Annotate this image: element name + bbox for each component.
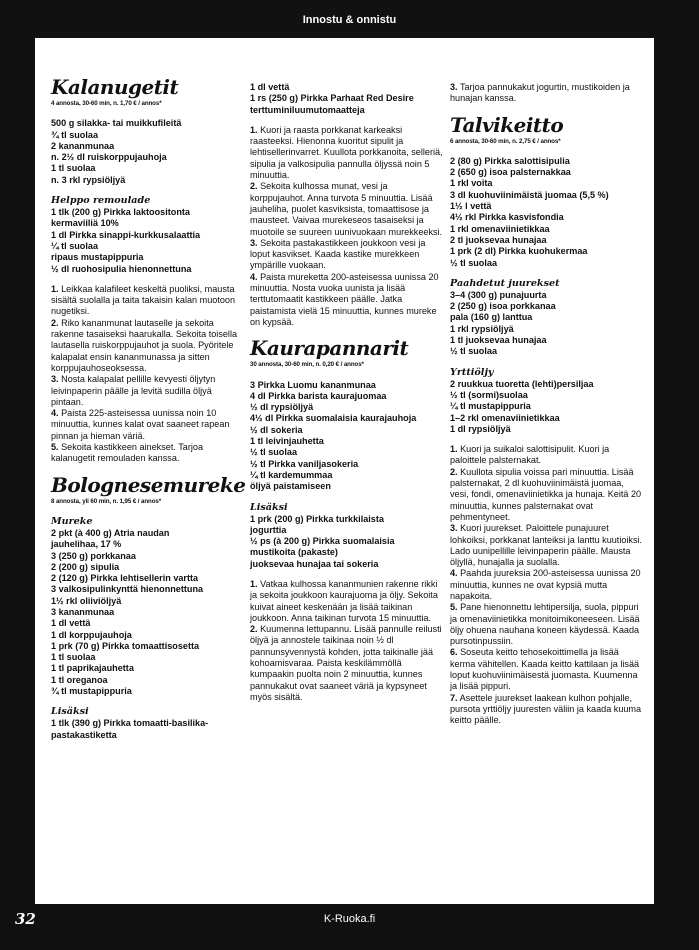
instruction-step	[450, 568, 644, 602]
ingredient-line: 1 dl korppujauhoja	[51, 629, 132, 640]
ingredient-line: 3 Pirkka Luomu kananmunaa	[250, 379, 376, 390]
ingredient-line: 1 tl suolaa	[51, 163, 96, 174]
step-text: Paista 225-asteisessa uunissa noin 10 minuuttia, kunnes kalat ovat saaneet rapean pinnan ja hieman väriä.	[51, 408, 230, 441]
step-text: Leikkaa kalafileet keskeltä puoliksi, mausta sisältä suolalla ja taita takaisin kalan muotoon nugetiksi.	[51, 283, 236, 317]
step-text: Vatkaa kulhossa kananmunien rakenne rikki ja sekoita joukkoon kaurajuoma ja öljy. Sekoita kuivat aineet keskenään ja lisää taikinan joukkoon. Anna taikinan turvota 15 minuuttia.	[250, 578, 438, 623]
instruction-step	[51, 284, 241, 318]
ingredient-line: kermaviiliä 10%	[51, 218, 119, 229]
ingredient-line: ½ dl ruohosipulia hienonnettuna	[51, 263, 192, 274]
page-number: 32	[15, 910, 36, 928]
column-1	[51, 75, 246, 750]
ingredient-list-remoulade	[51, 207, 241, 275]
ingredient-list-yrttioljy	[450, 379, 644, 435]
steps-talvikeitto	[450, 444, 644, 726]
ingredient-line: ½ tl suolaa	[250, 447, 298, 458]
subheading-lisaksi-bolognese: Lisäksi	[51, 706, 89, 718]
ingredient-line: ½ dl sokeria	[250, 424, 303, 435]
step-number: 2.	[250, 624, 258, 635]
ingredient-line: 1 dl vettä	[51, 618, 91, 629]
ingredient-line: ripaus mustapippuria	[51, 252, 144, 263]
ingredient-line: jogurttia	[250, 524, 287, 535]
ingredient-line: 4½ rkl Pirkka kasvisfondia	[450, 212, 564, 223]
subheading-remoulade: Helppo remoulade	[51, 195, 151, 207]
ingredient-line: öljyä paistamiseen	[250, 481, 331, 492]
steps-bolognese	[250, 125, 443, 328]
step-number: 1.	[250, 124, 258, 135]
subheading-lisaksi-kaurapannarit: Lisäksi	[250, 501, 288, 513]
step-number: 7.	[450, 692, 458, 703]
ingredient-line: 2 (80 g) Pirkka salottisipulia	[450, 155, 570, 166]
step-number: 5.	[450, 602, 458, 613]
step-text: Kuullota sipulia voissa pari minuuttia. Lisää palsternakat, 2 dl kuohuviinimäistä juomaa, vesi, fondi, omenaviinietikka ja hunaja. Keitä 20 minuuttia, kunnes palsternakat ovat pehmentyneet.	[450, 466, 642, 522]
ingredient-list-juurekset	[450, 290, 644, 358]
ingredient-list-kaurapannarit	[250, 380, 443, 493]
ingredient-line: 3 valkosipulinkynttä hienonnettuna	[51, 584, 204, 595]
ingredient-line: 1 rkl voita	[450, 178, 493, 189]
ingredient-line: 1 tl juoksevaa hunajaa	[450, 335, 547, 346]
step-text: Kuori ja raasta porkkanat karkeaksi raasteeksi. Hienonna kuoritut sipulit ja lehtisellerinvarret. Kuullota porkkanoita, selleriä, sipulia ja valkosipulia pannulla öljyssä noin 5 minuuttia.	[250, 124, 443, 181]
ingredient-line: ½ tl (sormi)suolaa	[450, 389, 528, 400]
ingredient-line: ¼ tl suolaa	[51, 240, 99, 251]
subheading-juurekset: Paahdetut juurekset	[450, 277, 560, 289]
column-3	[450, 82, 644, 736]
ingredient-line: 3 (250 g) porkkanaa	[51, 550, 136, 561]
step-text: Sekoita kulhossa munat, vesi ja korppujauhot. Anna turvota 5 minuuttia. Lisää jauheliha, puolet kasviksista, tomaattisose ja mausteet. Vaivaa murekeseos tasaiseksi ja muotoile se suureen uunivuokaan murekkeeksi.	[250, 181, 443, 237]
steps-kaurapannarit-cont	[450, 82, 644, 105]
ingredient-line: ½ ps (à 200 g) Pirkka suomalaisia	[250, 536, 395, 547]
ingredient-line: mustikoita (pakaste)	[250, 547, 338, 558]
step-text: Paista mureketta 200-asteisessa uunissa 20 minuuttia. Nosta vuoka uunista ja lisää terttutomaatit kastikkeen päälle. Jatka paistamista vielä 15 minuuttia, kunnes mureke on kypsää.	[250, 271, 439, 327]
instruction-step	[51, 318, 241, 374]
instruction-step	[450, 602, 644, 647]
ingredient-list-talvikeitto	[450, 156, 644, 269]
recipe-meta-kaurapannarit: 30 annosta, 30-60 min, n. 0,20 € / annos*	[250, 361, 364, 369]
steps-kalanugetit	[51, 284, 241, 465]
instruction-step	[450, 82, 644, 105]
recipe-title-kalanugetit: Kalanugetit	[51, 75, 179, 99]
instruction-step	[250, 624, 443, 703]
recipe-meta-talvikeitto: 6 annosta, 30-60 min, n. 2,75 € / annos*	[450, 137, 561, 145]
ingredient-line: 1 rkl rypsiöljyä	[450, 323, 514, 334]
instruction-step	[450, 647, 644, 692]
step-text: Kuumenna lettupannu. Lisää pannulle reilusti öljyä ja annostele taikinaa noin ½ dl pannunsyvennystä kohden, jotta taikinalle jää kohoamisvaraa. Paista keskilämmöllä kumpaakin puolta noin 2 minuuttia, kunnes pannukakut ovat saaneet väriä ja kypsyneet myös sisältä.	[250, 624, 442, 702]
ingredient-line: 1 tl oreganoa	[51, 674, 108, 685]
step-number: 3.	[450, 82, 458, 92]
step-number: 2.	[250, 181, 258, 192]
ingredient-line: 1 tl suolaa	[51, 652, 96, 663]
ingredient-line: 1 prk (70 g) Pirkka tomaattisosetta	[51, 640, 200, 651]
ingredient-line: 1 tlk (390 g) Pirkka tomaatti-basilika-	[51, 718, 209, 729]
ingredient-line: ½ tl suolaa	[450, 346, 498, 357]
recipe-meta-bolognese: 8 annosta, yli 60 min, n. 1,95 € / annos*	[51, 497, 162, 505]
step-number: 5.	[51, 442, 59, 453]
recipe-page	[35, 38, 654, 904]
step-number: 3.	[250, 237, 258, 248]
recipe-title-bolognese: Bolognesemureke	[51, 472, 246, 497]
column-2	[250, 82, 443, 712]
instruction-step	[250, 125, 443, 181]
ingredient-line: 4 dl Pirkka barista kaurajuomaa	[250, 390, 387, 401]
ingredient-list-bolognese-cont	[250, 82, 443, 116]
ingredient-list-mureke	[51, 528, 241, 697]
step-text: Asettele juurekset laakean kulhon pohjalle, pursota yrttiöljy juuresten väliin ja kaada kuuma keitto päälle.	[450, 692, 642, 726]
ingredient-line: 3 dl kuohuviinimäistä juomaa (5,5 %)	[450, 189, 609, 200]
ingredient-line: jauhelihaa, 17 %	[51, 539, 122, 550]
instruction-step	[51, 374, 241, 408]
ingredient-line: ½ tl Pirkka vaniljasokeria	[250, 458, 359, 469]
instruction-step	[250, 181, 443, 237]
ingredient-line: 1 dl rypsiöljyä	[450, 423, 511, 434]
step-text: Tarjoa pannukakut jogurtin, mustikoiden ja hunajan kanssa.	[450, 82, 630, 104]
ingredient-line: 1 dl Pirkka sinappi-kurkkusalaattia	[51, 229, 201, 240]
instruction-step	[450, 523, 644, 568]
subheading-mureke: Mureke	[51, 515, 93, 527]
recipe-meta-kalanugetit: 4 annosta, 30-60 min, n. 1,70 € / annos*	[51, 100, 162, 107]
step-number: 6.	[450, 647, 458, 658]
step-text: Nosta kalapalat pellille kevyesti öljytyn leivinpaperin päälle ja levitä sudilla öljyä pintaan.	[51, 374, 216, 407]
step-number: 1.	[250, 578, 258, 589]
section-header: Innostu & onnistu	[302, 14, 397, 26]
ingredient-line: ¾ tl mustapippuria	[51, 686, 132, 697]
step-number: 1.	[450, 444, 458, 455]
ingredient-line: ½ dl rypsiöljyä	[250, 402, 314, 413]
ingredient-line: n. 2½ dl ruiskorppujauhoja	[51, 152, 167, 163]
step-text: Paahda juureksia 200-asteisessa uunissa 20 minuuttia, kunnes ne ovat kypsiä mutta napakoita.	[450, 568, 641, 601]
step-text: Soseuta keitto tehosekoittimella ja lisää kerma vähitellen. Kaada keitto kattilaan ja lisää loput kuohuviinimäisestä juomasta. Kuumenna ja lisää pippuri.	[450, 647, 640, 692]
ingredient-line: 2 pkt (à 400 g) Atria naudan	[51, 527, 170, 538]
ingredient-line: 500 g silakka- tai muikkufileitä	[51, 118, 182, 129]
ingredient-line: 4½ dl Pirkka suomalaisia kaurajauhoja	[250, 413, 417, 424]
ingredient-line: 1–2 rkl omenaviinietikkaa	[450, 412, 560, 423]
step-number: 4.	[250, 271, 258, 282]
footer-site: K-Ruoka.fi	[323, 913, 376, 925]
recipe-title-talvikeitto: Talvikeitto	[450, 112, 564, 137]
step-number: 3.	[51, 374, 59, 385]
ingredient-line: juoksevaa hunajaa tai sokeria	[250, 558, 379, 569]
ingredient-line: 1 prk (2 dl) Pirkka kuohukermaa	[450, 246, 588, 257]
ingredient-line: pala (160 g) lanttua	[450, 312, 533, 323]
ingredient-line: 2 (120 g) Pirkka lehtisellerin vartta	[51, 573, 199, 584]
ingredient-line: 3 kananmunaa	[51, 606, 115, 617]
ingredient-line: 2 kananmunaa	[51, 140, 115, 151]
ingredient-line: 1 rkl omenaviinietikkaa	[450, 223, 550, 234]
ingredient-line: 1 tl leivinjauhetta	[250, 436, 324, 447]
step-text: Pane hienonnettu lehtipersilja, suola, pippuri ja omenaviinietikka monitoimikoneeseen. Lisää öljy ohuena nauhana koneen käydessä. Kaada pursotinpussiin.	[450, 602, 640, 647]
ingredient-line: 1½ rkl oliiviöljyä	[51, 595, 122, 606]
step-text: Kuori juurekset. Paloittele punajuuret lohkoiksi, porkkanat lanteiksi ja lanttu kuutioiksi. Lado uunipellille leivinpaperin päälle. Mausta öljyllä, hunajalla ja suolalla.	[450, 523, 643, 568]
ingredient-line: 1 prk (200 g) Pirkka turkkilaista	[250, 513, 384, 524]
step-number: 4.	[51, 408, 59, 419]
instruction-step	[250, 579, 443, 624]
step-text: Sekoita pastakastikkeen joukkoon vesi ja loput kasvikset. Kaada kastike murekkeen ympärille vuokaan.	[250, 237, 426, 271]
ingredient-line: 1½ l vettä	[450, 201, 492, 212]
step-number: 4.	[450, 568, 458, 579]
ingredient-line: pastakastiketta	[51, 729, 117, 740]
step-text: Riko kananmunat lautaselle ja sekoita rakenne tasaiseksi haarukalla. Sekoita toisella lautasella ruiskorppujauhot ja suola. Pyöritele kalapalat ensin kananmunassa ja sitten korppujauhoseoksessa.	[51, 317, 238, 373]
ingredient-line: 1 tl paprikajauhetta	[51, 663, 134, 674]
ingredient-line: 1 dl vettä	[250, 82, 290, 92]
ingredient-line: ¼ tl kardemummaa	[250, 469, 333, 480]
ingredient-line: 2 (250 g) isoa porkkanaa	[450, 301, 556, 312]
ingredient-line: ½ tl suolaa	[450, 257, 498, 268]
ingredient-line: n. 3 rkl rypsiöljyä	[51, 174, 126, 185]
instruction-step	[450, 693, 644, 727]
subheading-yrttioljy: Yrttiöljy	[450, 366, 494, 378]
ingredient-line: 2 (650 g) isoa palsternakkaa	[450, 167, 571, 178]
step-number: 2.	[51, 317, 59, 328]
ingredient-list-lisaksi-kaurapannarit	[250, 514, 443, 570]
ingredient-line: 2 ruukkua tuoretta (lehti)persiljaa	[450, 378, 594, 389]
instruction-step	[51, 408, 241, 442]
step-number: 1.	[51, 283, 59, 294]
instruction-step	[51, 442, 241, 465]
step-text: Sekoita kastikkeen ainekset. Tarjoa kalanugetit remouladen kanssa.	[51, 442, 203, 464]
step-text: Kuori ja suikaloi salottisipulit. Kuori ja paloittele palsternakat.	[450, 444, 610, 466]
ingredient-line: ¼ tl mustapippuria	[450, 401, 531, 412]
instruction-step	[450, 467, 644, 523]
instruction-step	[250, 272, 443, 328]
ingredient-line: 2 tl juoksevaa hunajaa	[450, 234, 547, 245]
ingredient-line: terttuminiluumutomaatteja	[250, 104, 365, 115]
ingredient-line: 1 tlk (200 g) Pirkka laktoositonta	[51, 207, 190, 218]
ingredient-line: 1 rs (250 g) Pirkka Parhaat Red Desire	[250, 93, 414, 104]
step-number: 3.	[450, 523, 458, 534]
step-number: 2.	[450, 466, 458, 477]
ingredient-list-kalanugetit	[51, 118, 241, 186]
ingredient-line: 3–4 (300 g) punajuurta	[450, 289, 547, 300]
ingredient-line: 2 (200 g) sipulia	[51, 561, 120, 572]
ingredient-line: ¾ tl suolaa	[51, 129, 99, 140]
instruction-step	[250, 238, 443, 272]
recipe-title-kaurapannarit: Kaurapannarit	[250, 336, 409, 361]
instruction-step	[450, 444, 644, 467]
steps-kaurapannarit	[250, 579, 443, 703]
ingredient-list-lisaksi-bolognese	[51, 718, 241, 741]
